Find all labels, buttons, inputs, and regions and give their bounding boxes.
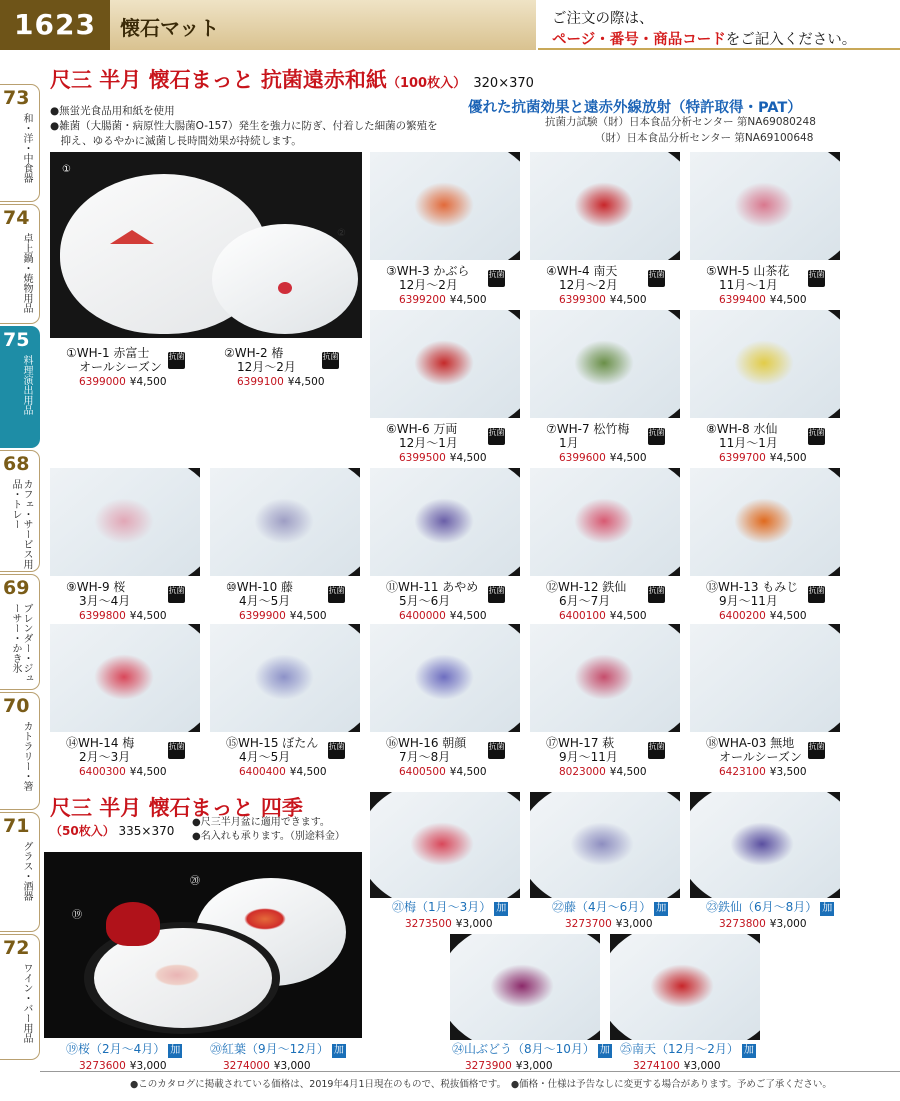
- photo-label: ①: [62, 164, 71, 175]
- product-photo: [530, 310, 680, 418]
- product-caption: [226, 736, 327, 779]
- flower-art: [734, 498, 794, 544]
- product-caption: [546, 422, 647, 465]
- section1-title: [50, 64, 534, 94]
- product-caption: [66, 580, 167, 623]
- product-code: 3273800: [719, 918, 766, 930]
- product-caption: [386, 580, 487, 623]
- product-name: ⑤WH-5 山茶花: [706, 264, 790, 278]
- camellia-art: [278, 282, 292, 294]
- order-note-highlight: ページ・番号・商品コード: [552, 32, 726, 48]
- order-note-rest: をご記入ください。: [725, 32, 857, 48]
- side-tab-number: 74: [3, 207, 30, 229]
- product-photo: [370, 624, 520, 732]
- product-caption-wh1: [66, 346, 167, 389]
- product-name: ⑭WH-14 梅: [66, 736, 135, 750]
- side-tab-label: ブレンダー・ジューサー・かき氷: [10, 603, 32, 683]
- product-code: 6400500: [399, 766, 446, 778]
- product-price: ¥3,000: [129, 1060, 167, 1072]
- side-tab-72[interactable]: [0, 934, 40, 1060]
- side-tab-label: カフェ・サービス用品・トレー: [10, 479, 32, 569]
- product-code: 6400000: [399, 610, 446, 622]
- product-caption-wh2: [224, 346, 325, 389]
- antibacterial-badge: 抗菌: [168, 586, 185, 603]
- flower-art: [490, 964, 554, 1008]
- side-tab-label: ワイン・バー用品: [21, 963, 32, 1043]
- lacquer-bowl: [106, 902, 160, 946]
- product-name: ⑯WH-16 朝顔: [386, 736, 467, 750]
- test-line: （財）日本食品分析センター 第NA69100648: [595, 132, 814, 144]
- product-caption: [546, 736, 647, 779]
- product-price: ¥4,500: [289, 766, 327, 778]
- flower-art: [574, 340, 634, 386]
- test-certifications: [545, 114, 816, 146]
- product-name: ⑳紅葉（9月～12月）: [210, 1042, 329, 1056]
- antibacterial-badge: 抗菌: [808, 742, 825, 759]
- product-photo: [530, 468, 680, 576]
- side-tab-number: 70: [3, 695, 30, 717]
- product-caption: [706, 422, 807, 465]
- product-season: 11月～1月: [719, 278, 778, 292]
- product-name: ㉔山ぶどう（8月～10月）: [452, 1042, 595, 1056]
- side-tab-75[interactable]: [0, 326, 40, 448]
- antibacterial-badge: 抗菌: [648, 270, 665, 287]
- product-name: ⑮WH-15 ぼたん: [226, 736, 319, 750]
- product-name: ⑲桜（2月～4月）: [66, 1042, 166, 1056]
- antibacterial-badge: 抗菌: [488, 586, 505, 603]
- antibacterial-badge: 抗菌: [488, 428, 505, 445]
- product-caption: [706, 900, 834, 931]
- section1-bullets: [50, 104, 438, 149]
- product-season: 12月～2月: [237, 360, 296, 374]
- antibacterial-badge: 抗菌: [808, 428, 825, 445]
- side-tab-label: カトラリー・箸: [21, 721, 32, 791]
- product-name: ⑰WH-17 萩: [546, 736, 615, 750]
- flower-art: [414, 340, 474, 386]
- product-name: ③WH-3 かぶら: [386, 264, 470, 278]
- flower-art: [94, 498, 154, 544]
- product-name: ⑦WH-7 松竹梅: [546, 422, 630, 436]
- section1-title-text: 尺三 半月 懐石まっと 抗菌遠赤和紙: [50, 68, 387, 92]
- antibacterial-badge: 抗菌: [168, 352, 185, 369]
- product-code: 6400100: [559, 610, 606, 622]
- product-title: WH-2 椿: [234, 346, 284, 360]
- flower-art: [574, 654, 634, 700]
- product-code: 3273500: [405, 918, 452, 930]
- product-season: 12月～1月: [399, 436, 458, 450]
- product-code: 6399400: [719, 294, 766, 306]
- product-photo: [690, 624, 840, 732]
- product-name: ㉓鉄仙（6月～8月）: [706, 900, 818, 914]
- product-code: 6399600: [559, 452, 606, 464]
- product-season: 9月～11月: [719, 594, 778, 608]
- product-name: ⑧WH-8 水仙: [706, 422, 778, 436]
- flower-art: [574, 182, 634, 228]
- flower-art: [414, 498, 474, 544]
- product-no: ①: [66, 346, 77, 360]
- product-name: ④WH-4 南天: [546, 264, 618, 278]
- product-season: 3月～4月: [79, 594, 131, 608]
- product-name: ㉒藤（4月～6月）: [552, 900, 652, 914]
- product-photo: [210, 624, 360, 732]
- flower-art: [650, 964, 714, 1008]
- mt-fuji-art: [110, 230, 154, 244]
- product-price: ¥4,500: [449, 452, 487, 464]
- processing-badge: 加: [822, 903, 833, 914]
- test-line: 抗菌力試験（財）日本食品分析センター 第NA69080248: [545, 116, 816, 128]
- product-season: 7月～8月: [399, 750, 451, 764]
- antibacterial-badge: 抗菌: [328, 742, 345, 759]
- product-price: ¥4,500: [287, 376, 325, 388]
- product-price: ¥3,000: [615, 918, 653, 930]
- product-code: 3274000: [223, 1060, 270, 1072]
- antibacterial-badge: 抗菌: [488, 270, 505, 287]
- product-price: ¥4,500: [129, 610, 167, 622]
- product-caption: [386, 736, 487, 779]
- processing-badge: 加: [743, 1045, 754, 1056]
- processing-badge: 加: [496, 903, 507, 914]
- product-photo: [690, 152, 840, 260]
- photo-label: ⑳: [190, 876, 200, 887]
- product-code: 6423100: [719, 766, 766, 778]
- product-code: 6399300: [559, 294, 606, 306]
- product-photo: [690, 310, 840, 418]
- product-price: ¥3,000: [273, 1060, 311, 1072]
- product-code: 6399900: [239, 610, 286, 622]
- product-photo: [690, 468, 840, 576]
- promo-text: 優れた抗菌効果と遠赤外線放射（特許取得・PAT）: [468, 100, 802, 116]
- product-name: ⑬WH-13 もみじ: [706, 580, 799, 594]
- product-season: 4月～5月: [239, 750, 291, 764]
- footer-note: ●このカタログに掲載されている価格は、2019年4月1日現在のもので、税抜価格です。 ●価格・仕様は予告なしに変更する場合があります。予めご了承ください。: [130, 1079, 832, 1090]
- product-name: ㉕南天（12月～2月）: [620, 1042, 739, 1056]
- product-name: ⑪WH-11 あやめ: [386, 580, 479, 594]
- flower-art: [730, 822, 794, 866]
- section1-qty: （100枚入）: [386, 76, 467, 91]
- side-tab-number: 71: [3, 815, 30, 837]
- side-tab-label: 卓上鍋・焼物用品: [21, 233, 32, 313]
- antibacterial-badge: 抗菌: [328, 586, 345, 603]
- processing-badge: 加: [333, 1045, 344, 1056]
- side-tab-number: 73: [3, 87, 30, 109]
- product-caption: [226, 580, 327, 623]
- product-caption: [706, 736, 807, 779]
- product-price: ¥3,000: [455, 918, 493, 930]
- product-code: 3273900: [465, 1060, 512, 1072]
- side-tab-number: 68: [3, 453, 30, 475]
- flower-art: [734, 182, 794, 228]
- product-price: ¥4,500: [609, 452, 647, 464]
- product-season: 6月～7月: [559, 594, 611, 608]
- product-price: ¥4,500: [129, 766, 167, 778]
- product-price: ¥3,000: [769, 918, 807, 930]
- section2-notes: [192, 816, 345, 844]
- flower-art: [570, 822, 634, 866]
- side-tab-71[interactable]: [0, 812, 40, 932]
- product-price: ¥4,500: [449, 766, 487, 778]
- mat-shape: [212, 224, 358, 334]
- product-code: 6400200: [719, 610, 766, 622]
- flower-art: [94, 654, 154, 700]
- product-code: 6399000: [79, 376, 126, 388]
- section1-size: 320×370: [473, 76, 534, 91]
- antibacterial-badge: 抗菌: [808, 586, 825, 603]
- bullet: ●無蛍光食品用和紙を使用: [50, 105, 175, 117]
- product-code: 6399700: [719, 452, 766, 464]
- antibacterial-badge: 抗菌: [488, 742, 505, 759]
- product-season: オールシーズン: [79, 360, 162, 374]
- product-season: 5月～6月: [399, 594, 451, 608]
- product-price: ¥4,500: [769, 452, 807, 464]
- product-code: 6399500: [399, 452, 446, 464]
- processing-badge: 加: [656, 903, 667, 914]
- photo-label: ⑲: [72, 910, 82, 921]
- section2-size: 335×370: [118, 824, 175, 838]
- bullet: ●雑菌（大腸菌・病原性大腸菌O-157）発生を強力に防ぎ、付着した細菌の繁殖を: [50, 120, 438, 132]
- side-tab-69[interactable]: [0, 574, 40, 690]
- product-photo: [370, 152, 520, 260]
- product-name: ⑫WH-12 鉄仙: [546, 580, 627, 594]
- product-code: 6400300: [79, 766, 126, 778]
- product-caption: [452, 1042, 612, 1073]
- photo-label: ②: [337, 228, 346, 239]
- bullet: 抑え、ゆるやかに滅菌し長時間効果が持続します。: [50, 135, 302, 147]
- product-name: ⑨WH-9 桜: [66, 580, 126, 594]
- footer-divider: [40, 1071, 900, 1072]
- product-caption: [706, 580, 807, 623]
- product-code: 3273700: [565, 918, 612, 930]
- antibacterial-badge: 抗菌: [648, 742, 665, 759]
- product-code: 6399100: [237, 376, 284, 388]
- product-code: 3274100: [633, 1060, 680, 1072]
- side-tab-74[interactable]: [0, 204, 40, 324]
- order-note: [538, 0, 900, 50]
- flower-art: [410, 822, 474, 866]
- product-photo: [210, 468, 360, 576]
- note: ●名入れも承ります。（別途料金）: [192, 831, 345, 842]
- product-caption: [620, 1042, 756, 1073]
- side-tab-label: 和・洋・中食器: [21, 113, 32, 183]
- product-caption: [706, 264, 807, 307]
- side-tab-label: 料理演出用品: [21, 355, 32, 415]
- product-price: ¥4,500: [609, 766, 647, 778]
- product-code: 6399800: [79, 610, 126, 622]
- product-price: ¥3,000: [515, 1060, 553, 1072]
- product-code: 8023000: [559, 766, 606, 778]
- product-code: 3273600: [79, 1060, 126, 1072]
- flower-art: [254, 498, 314, 544]
- product-season: オールシーズン: [719, 750, 802, 764]
- product-photo-wh1-wh2: [50, 152, 362, 338]
- flower-art: [414, 182, 474, 228]
- section2-title: 尺三 半月 懐石まっと 四季: [50, 796, 303, 820]
- autumn-leaves-art: [244, 908, 286, 930]
- section2-qty-size: [50, 822, 174, 839]
- cherry-blossom-art: [154, 964, 200, 986]
- product-price: ¥4,500: [289, 610, 327, 622]
- note: ●尺三半月盆に適用できます。: [192, 817, 330, 828]
- product-price: ¥4,500: [449, 610, 487, 622]
- product-photo: [530, 152, 680, 260]
- flower-art: [414, 654, 474, 700]
- product-name: ⑥WH-6 万両: [386, 422, 458, 436]
- product-photo: [530, 792, 680, 898]
- antibacterial-badge: 抗菌: [322, 352, 339, 369]
- order-note-line1: ご注文の際は、: [552, 11, 654, 27]
- side-tab-73[interactable]: [0, 84, 40, 202]
- product-name: ⑱WHA-03 無地: [706, 736, 795, 750]
- product-name: ㉑梅（1月～3月）: [392, 900, 492, 914]
- processing-badge: 加: [170, 1045, 181, 1056]
- product-photo: [50, 468, 200, 576]
- side-tab-number: 69: [3, 577, 30, 599]
- product-photo: [370, 310, 520, 418]
- mat-shape: [690, 624, 840, 732]
- product-season: 4月～5月: [239, 594, 291, 608]
- product-price: ¥3,500: [769, 766, 807, 778]
- product-season: 9月～11月: [559, 750, 618, 764]
- product-photo-19-20: [44, 852, 362, 1038]
- product-price: ¥4,500: [769, 610, 807, 622]
- product-season: 1月: [559, 436, 579, 450]
- flower-art: [574, 498, 634, 544]
- side-tab-68[interactable]: [0, 450, 40, 572]
- antibacterial-badge: 抗菌: [648, 586, 665, 603]
- processing-badge: 加: [599, 1045, 610, 1056]
- product-season: 2月～3月: [79, 750, 131, 764]
- product-season: 11月～1月: [719, 436, 778, 450]
- side-tab-label: グラス・酒器: [21, 841, 32, 901]
- product-photo: [450, 934, 600, 1040]
- product-price: ¥4,500: [449, 294, 487, 306]
- product-caption: [66, 1042, 182, 1073]
- side-tab-number: 75: [3, 329, 30, 351]
- product-caption: [546, 264, 647, 307]
- product-price: ¥3,000: [683, 1060, 721, 1072]
- antibacterial-badge: 抗菌: [808, 270, 825, 287]
- product-caption: [546, 580, 647, 623]
- product-photo: [610, 934, 760, 1040]
- product-name: [66, 346, 167, 360]
- product-code: 6399200: [399, 294, 446, 306]
- product-price: ¥4,500: [609, 610, 647, 622]
- antibacterial-badge: 抗菌: [168, 742, 185, 759]
- product-photo: [530, 624, 680, 732]
- product-caption: [66, 736, 167, 779]
- product-caption: [552, 900, 668, 931]
- flower-art: [734, 340, 794, 386]
- section2-qty: （50枚入）: [50, 824, 115, 838]
- side-tab-number: 72: [3, 937, 30, 959]
- product-photo: [50, 624, 200, 732]
- antibacterial-badge: 抗菌: [648, 428, 665, 445]
- product-title: WH-1 赤富士: [76, 346, 150, 360]
- product-photo: [690, 792, 840, 898]
- product-no: ②: [224, 346, 235, 360]
- product-photo: [370, 468, 520, 576]
- page-number: 1623: [0, 0, 110, 50]
- product-price: ¥4,500: [769, 294, 807, 306]
- flower-art: [254, 654, 314, 700]
- product-price: ¥4,500: [129, 376, 167, 388]
- product-caption: [210, 1042, 346, 1073]
- product-caption: [392, 900, 508, 931]
- section-title: 懐石マット: [120, 16, 220, 40]
- product-season: 12月～2月: [559, 278, 618, 292]
- product-name: ⑩WH-10 藤: [226, 580, 294, 594]
- product-price: ¥4,500: [609, 294, 647, 306]
- product-photo: [370, 792, 520, 898]
- product-season: 12月～2月: [399, 278, 458, 292]
- side-tab-70[interactable]: [0, 692, 40, 810]
- product-caption: [386, 264, 487, 307]
- product-caption: [386, 422, 487, 465]
- product-code: 6400400: [239, 766, 286, 778]
